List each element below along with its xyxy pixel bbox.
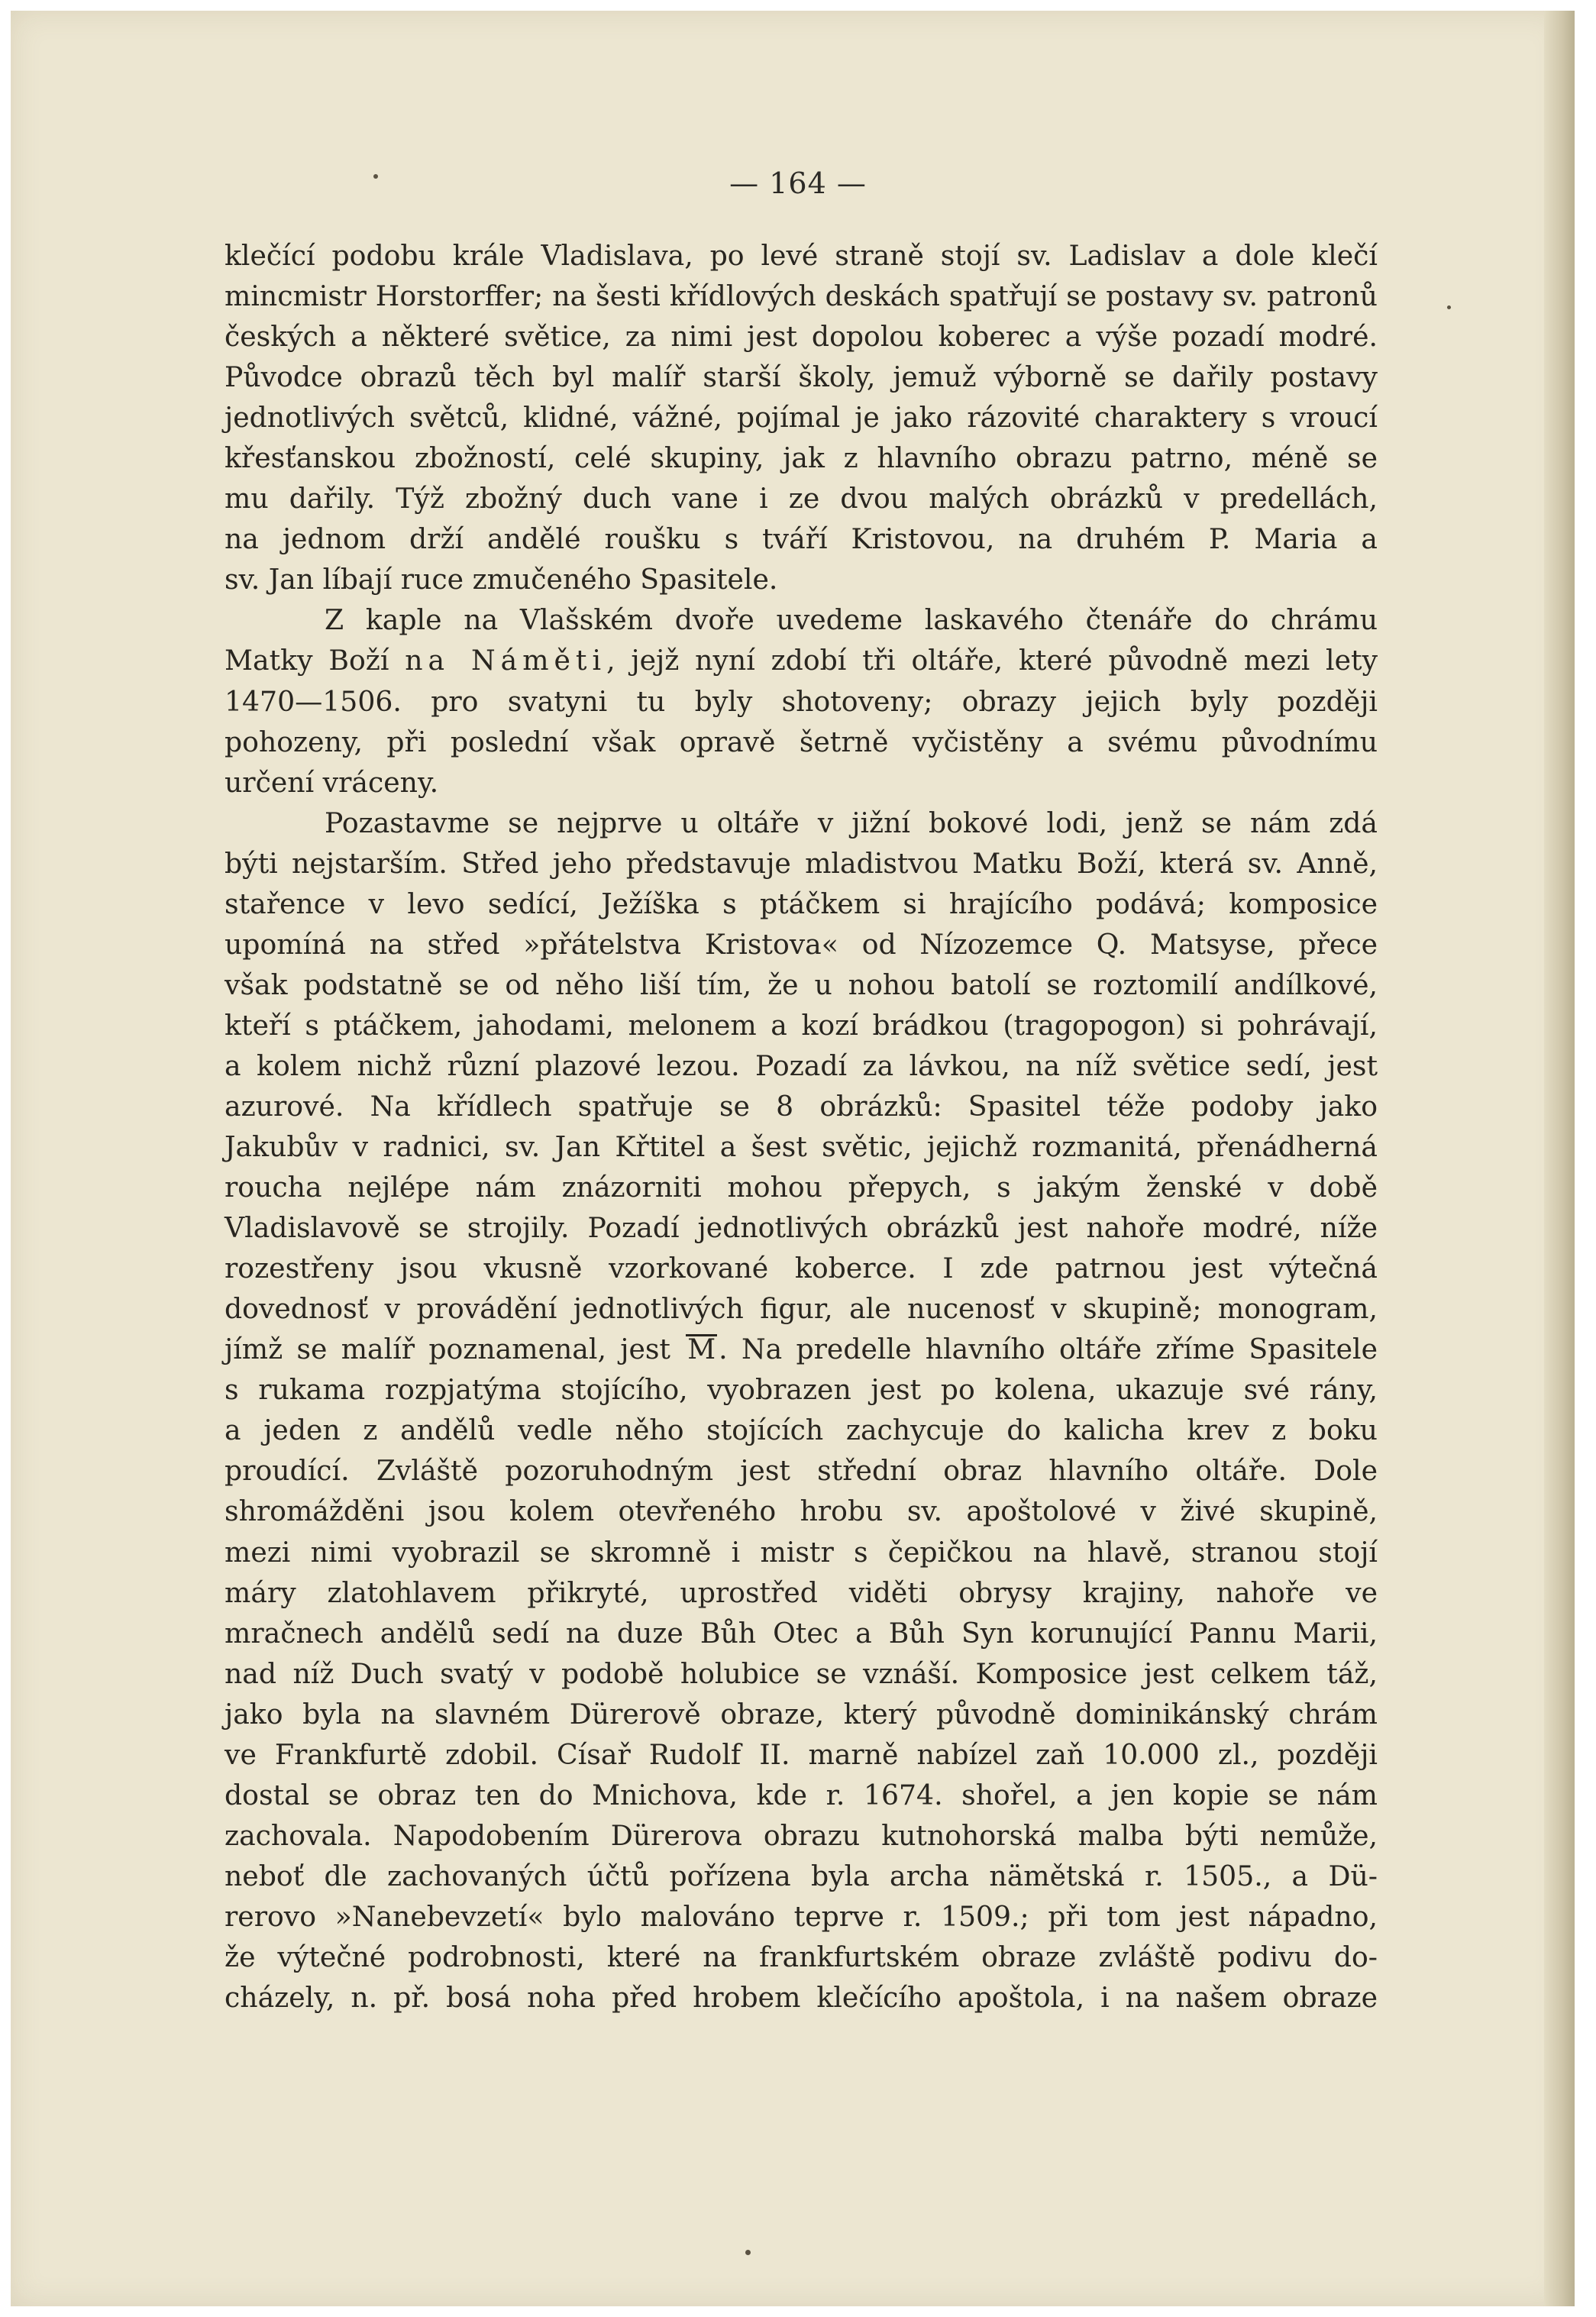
text-line: Z kaple na Vlašském dvoře uvedeme laskavého čtenáře do chrámu — [325, 603, 1378, 637]
text-line: Vladislavově se strojily. Pozadí jednotlivých obrázků jest nahoře modré, níže — [225, 1211, 1378, 1245]
text-line: určení vráceny. — [225, 765, 439, 799]
text-line: cházely, n. př. bosá noha před hrobem klečícího apoštola, i na našem obraze — [225, 1981, 1378, 2015]
text-line: ve Frankfurtě zdobil. Císař Rudolf II. marně nabízel zaň 10.000 zl., později — [225, 1737, 1378, 1771]
text-line: a jeden z andělů vedle něho stojících zachycuje do kalicha krev z boku — [225, 1414, 1378, 1447]
text-line: shromážděni jsou kolem otevřeného hrobu sv. apoštolové v živé skupině, — [225, 1495, 1378, 1528]
text-line: Původce obrazů těch byl malíř starší školy, jemuž výborně se dařily postavy — [225, 360, 1378, 394]
paper-speck — [745, 2250, 751, 2255]
text-line: rerovo »Nanebevzetí« bylo malováno teprve r. 1509.; při tom jest nápadno, — [225, 1899, 1378, 1933]
text-line: sv. Jan líbají ruce zmučeného Spasitele. — [225, 563, 778, 596]
text-line: 1470—1506. pro svatyni tu byly shotoveny; obrazy jejich byly později — [225, 684, 1378, 718]
text-line: Jakubův v radnici, sv. Jan Křtitel a šest světic, jejichž rozmanitá, přenádherná — [225, 1130, 1378, 1164]
text-line: stařence v levo sedící, Ježíška s ptáčkem si hrajícího podává; komposice — [225, 887, 1378, 920]
text-line: Pozastavme se nejprve u oltáře v jižní bokové lodi, jenž se nám zdá — [325, 806, 1378, 839]
text-line: býti nejstarším. Střed jeho představuje mladistvou Matku Boží, která sv. Anně, — [225, 846, 1378, 880]
text-line: neboť dle zachovaných účtů pořízena byla archa nämětská r. 1505., a Dü- — [225, 1859, 1378, 1892]
text-run: Matky Boží — [225, 644, 389, 677]
text-line: křesťanskou zbožností, celé skupiny, jak z hlavního obrazu patrno, méně se — [225, 441, 1378, 475]
text-line: s rukama rozpjatýma stojícího, vyobrazen jest po kolena, ukazuje své rány, — [225, 1373, 1378, 1407]
text-line: však podstatně se od něho liší tím, že u nohou batolí se roztomilí andílkové, — [225, 968, 1378, 1001]
text-line-mixed — [225, 640, 1378, 680]
text-line: nad níž Duch svatý v podobě holubice se vznáší. Komposice jest celkem táž, — [225, 1656, 1378, 1690]
text-line: kteří s ptáčkem, jahodami, melonem a kozí brádkou (tragopogon) si pohrávají, — [225, 1008, 1378, 1042]
text-line: zachovala. Napodobením Dürerova obrazu kutnohorská malba býti nemůže, — [225, 1818, 1378, 1852]
text-line: dovednosť v provádění jednotlivých figur, ale nucenosť v skupině; monogram, — [225, 1292, 1378, 1326]
text-line: že výtečné podrobnosti, které na frankfurtském obraze zvláště podivu do- — [225, 1940, 1378, 1973]
text-line: pohozeny, při poslední však opravě šetrně vyčistěny a svému původnímu — [225, 725, 1378, 758]
paper-speck — [373, 174, 378, 179]
text-line: dostal se obraz ten do Mnichova, kde r. 1674. shořel, a jen kopie se nám — [225, 1778, 1378, 1811]
monogram-mark: M — [687, 1334, 716, 1366]
text-run: jímž se malíř poznamenal, jest — [225, 1333, 670, 1366]
text-line: a kolem nichž různí plazové lezou. Pozadí za lávkou, na níž světice sedí, jest — [225, 1049, 1378, 1082]
text-line: českých a některé světice, za nimi jest dopolou koberec a výše pozadí modré. — [225, 320, 1378, 354]
text-line: rozestřeny jsou vkusně vzorkované koberce. I zde patrnou jest výtečná — [225, 1252, 1378, 1285]
text-line: upomíná na střed »přátelstva Kristova« od Nízozemce Q. Matsyse, přece — [225, 927, 1378, 961]
text-run: , jejž nyní zdobí tři oltáře, které původně mezi lety — [606, 644, 1378, 677]
text-line: mincmistr Horstorffer; na šesti křídlových deskách spatřují se postavy sv. patronů — [225, 280, 1378, 313]
page-edge — [1544, 11, 1575, 2306]
text-line: mezi nimi vyobrazil se skromně i mistr s čepičkou na hlavě, stranou stojí — [225, 1535, 1378, 1569]
text-line: jednotlivých světců, klidné, vážné, pojímal je jako rázovité charaktery s vroucí — [225, 401, 1378, 435]
text-line: jako byla na slavném Dürerově obraze, který původně dominikánský chrám — [225, 1697, 1378, 1730]
paper-speck — [1447, 305, 1451, 309]
text-line: mu dařily. Týž zbožný duch vane i ze dvou malých obrázků v predellách, — [225, 482, 1378, 515]
text-line: proudící. Zvláště pozoruhodným jest střední obraz hlavního oltáře. Dole — [225, 1454, 1378, 1488]
text-line: klečící podobu krále Vladislava, po levé straně stojí sv. Ladislav a dole klečí — [225, 239, 1378, 272]
text-line-mixed — [225, 1329, 1378, 1369]
body-text — [225, 235, 1378, 2058]
text-line — [225, 2018, 1378, 2058]
text-line: na jednom drží andělé roušku s tváří Kristovou, na druhém P. Maria a — [225, 522, 1378, 556]
text-line: mračnech andělů sedí na duze Bůh Otec a Bůh Syn korunující Pannu Marii, — [225, 1616, 1378, 1650]
text-line: máry zlatohlavem přikryté, uprostřed viděti obrysy krajiny, nahoře ve — [225, 1575, 1378, 1609]
text-run: . Na predelle hlavního oltáře zříme Spasitele — [719, 1333, 1378, 1366]
emphasized-place-name: na Náměti — [405, 644, 607, 677]
text-line: azurové. Na křídlech spatřuje se 8 obrázků: Spasitel téže podoby jako — [225, 1089, 1378, 1123]
text-line: roucha nejlépe nám znázorniti mohou přepych, s jakým ženské v době — [225, 1171, 1378, 1204]
page-number: — 164 — — [729, 166, 867, 200]
